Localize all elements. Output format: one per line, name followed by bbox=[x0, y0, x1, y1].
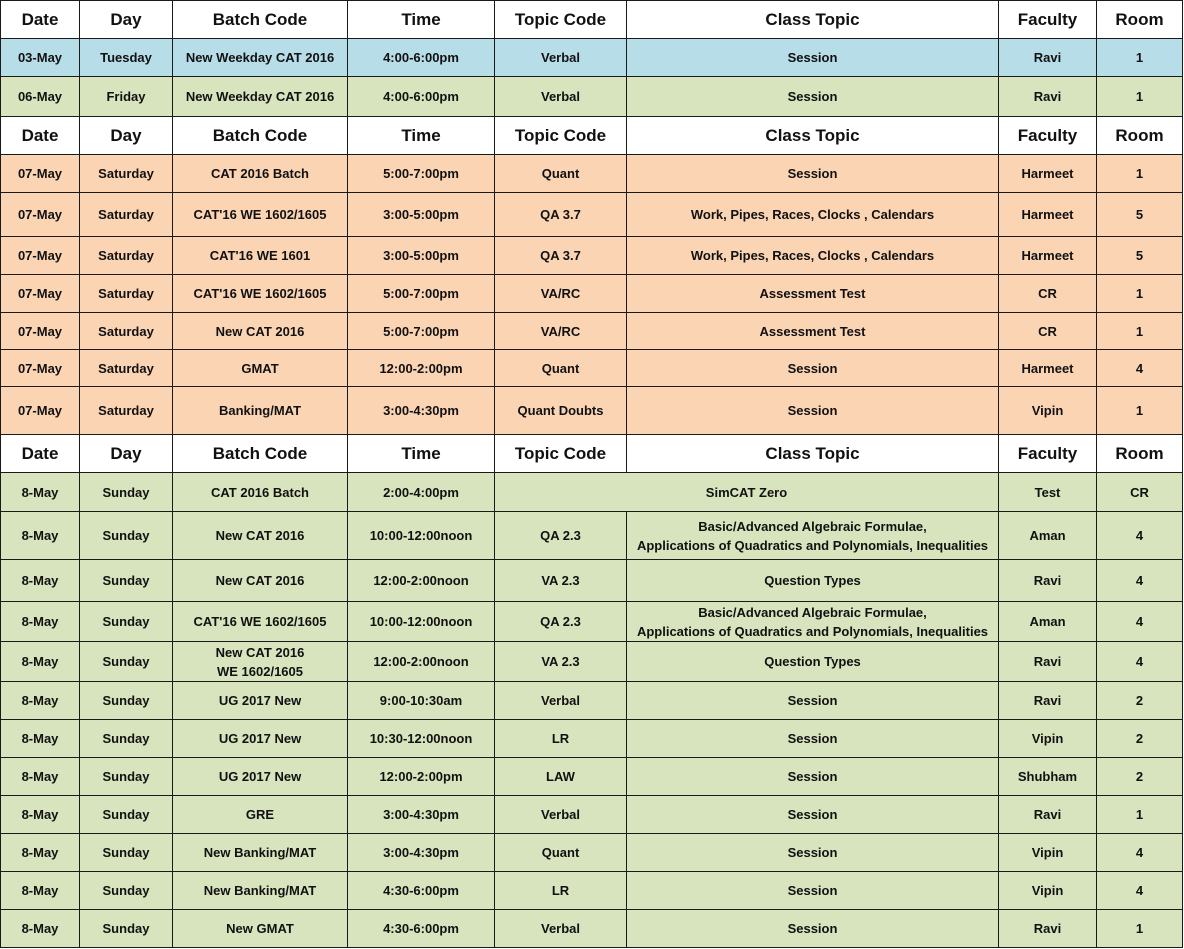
batch-code-cell: New Weekday CAT 2016 bbox=[173, 77, 348, 117]
merged-topic-cell: SimCAT Zero bbox=[495, 473, 999, 512]
table-row bbox=[1, 602, 1183, 642]
time-cell: 3:00-4:30pm bbox=[348, 834, 495, 872]
batch-code-cell: CAT'16 WE 1602/1605 bbox=[173, 275, 348, 313]
table-row bbox=[1, 193, 1183, 237]
faculty-cell: Harmeet bbox=[999, 155, 1097, 193]
header-time: Time bbox=[348, 117, 495, 155]
day-cell: Saturday bbox=[80, 237, 173, 275]
batch-code-cell: UG 2017 New bbox=[173, 682, 348, 720]
date-cell: 07-May bbox=[1, 275, 80, 313]
faculty-cell: Ravi bbox=[999, 560, 1097, 602]
faculty-cell: Ravi bbox=[999, 796, 1097, 834]
batch-code-cell bbox=[173, 642, 348, 682]
header-batch-code: Batch Code bbox=[173, 1, 348, 39]
date-cell: 8-May bbox=[1, 834, 80, 872]
date-cell: 8-May bbox=[1, 682, 80, 720]
day-cell: Sunday bbox=[80, 642, 173, 682]
faculty-cell: Shubham bbox=[999, 758, 1097, 796]
room-cell: 4 bbox=[1097, 872, 1183, 910]
day-cell: Sunday bbox=[80, 560, 173, 602]
batch-code-cell: CAT 2016 Batch bbox=[173, 473, 348, 512]
topic-code-cell: VA/RC bbox=[495, 313, 627, 350]
time-cell: 3:00-4:30pm bbox=[348, 387, 495, 435]
table-row bbox=[1, 77, 1183, 117]
header-day: Day bbox=[80, 117, 173, 155]
faculty-cell: Vipin bbox=[999, 720, 1097, 758]
header-topic-code: Topic Code bbox=[495, 117, 627, 155]
room-cell: 4 bbox=[1097, 350, 1183, 387]
topic-code-cell: LR bbox=[495, 720, 627, 758]
day-cell: Sunday bbox=[80, 872, 173, 910]
table-row bbox=[1, 872, 1183, 910]
faculty-cell: Ravi bbox=[999, 39, 1097, 77]
day-cell: Sunday bbox=[80, 682, 173, 720]
header-topic-code: Topic Code bbox=[495, 435, 627, 473]
batch-code-cell: GRE bbox=[173, 796, 348, 834]
time-cell: 12:00-2:00noon bbox=[348, 560, 495, 602]
date-cell: 8-May bbox=[1, 602, 80, 642]
time-cell: 5:00-7:00pm bbox=[348, 313, 495, 350]
table-row bbox=[1, 720, 1183, 758]
header-class-topic: Class Topic bbox=[627, 1, 999, 39]
time-cell: 12:00-2:00pm bbox=[348, 758, 495, 796]
room-cell: 1 bbox=[1097, 796, 1183, 834]
class-topic-cell: Session bbox=[627, 39, 999, 77]
header-row bbox=[1, 435, 1183, 473]
time-cell: 4:30-6:00pm bbox=[348, 872, 495, 910]
header-batch-code: Batch Code bbox=[173, 435, 348, 473]
cell-line: Applications of Quadratics and Polynomials, Inequalities bbox=[636, 623, 989, 639]
table-row bbox=[1, 796, 1183, 834]
class-topic-cell: Work, Pipes, Races, Clocks , Calendars bbox=[627, 193, 999, 237]
room-cell: 1 bbox=[1097, 313, 1183, 350]
class-topic-cell: Session bbox=[627, 387, 999, 435]
table-row bbox=[1, 834, 1183, 872]
date-cell: 07-May bbox=[1, 387, 80, 435]
date-cell: 8-May bbox=[1, 796, 80, 834]
date-cell: 8-May bbox=[1, 642, 80, 682]
room-cell: 5 bbox=[1097, 237, 1183, 275]
faculty-cell: CR bbox=[999, 275, 1097, 313]
batch-code-cell: CAT'16 WE 1601 bbox=[173, 237, 348, 275]
cell-line: New CAT 2016 bbox=[215, 644, 305, 660]
time-cell: 12:00-2:00pm bbox=[348, 350, 495, 387]
topic-code-cell: Verbal bbox=[495, 682, 627, 720]
table-row bbox=[1, 39, 1183, 77]
date-cell: 07-May bbox=[1, 193, 80, 237]
date-cell: 07-May bbox=[1, 237, 80, 275]
batch-code-cell: New CAT 2016 bbox=[173, 313, 348, 350]
header-row bbox=[1, 117, 1183, 155]
faculty-cell: Aman bbox=[999, 602, 1097, 642]
date-cell: 06-May bbox=[1, 77, 80, 117]
topic-code-cell: Verbal bbox=[495, 910, 627, 948]
topic-code-cell: QA 3.7 bbox=[495, 193, 627, 237]
header-faculty: Faculty bbox=[999, 117, 1097, 155]
header-date: Date bbox=[1, 1, 80, 39]
room-cell: 4 bbox=[1097, 642, 1183, 682]
room-cell: 4 bbox=[1097, 834, 1183, 872]
batch-code-cell: GMAT bbox=[173, 350, 348, 387]
faculty-cell: Test bbox=[999, 473, 1097, 512]
class-topic-cell bbox=[627, 512, 999, 560]
day-cell: Sunday bbox=[80, 512, 173, 560]
room-cell: 2 bbox=[1097, 682, 1183, 720]
header-room: Room bbox=[1097, 117, 1183, 155]
date-cell: 07-May bbox=[1, 155, 80, 193]
class-topic-cell: Session bbox=[627, 682, 999, 720]
day-cell: Sunday bbox=[80, 602, 173, 642]
topic-code-cell: QA 3.7 bbox=[495, 237, 627, 275]
date-cell: 07-May bbox=[1, 350, 80, 387]
date-cell: 8-May bbox=[1, 560, 80, 602]
header-class-topic: Class Topic bbox=[627, 435, 999, 473]
time-cell: 5:00-7:00pm bbox=[348, 275, 495, 313]
header-time: Time bbox=[348, 1, 495, 39]
batch-code-cell: Banking/MAT bbox=[173, 387, 348, 435]
day-cell: Saturday bbox=[80, 350, 173, 387]
header-date: Date bbox=[1, 117, 80, 155]
room-cell: 2 bbox=[1097, 720, 1183, 758]
day-cell: Tuesday bbox=[80, 39, 173, 77]
faculty-cell: Aman bbox=[999, 512, 1097, 560]
class-topic-cell: Session bbox=[627, 720, 999, 758]
room-cell: 5 bbox=[1097, 193, 1183, 237]
topic-code-cell: VA 2.3 bbox=[495, 642, 627, 682]
topic-code-cell: VA 2.3 bbox=[495, 560, 627, 602]
batch-code-cell: UG 2017 New bbox=[173, 720, 348, 758]
room-cell: 1 bbox=[1097, 155, 1183, 193]
class-topic-cell: Session bbox=[627, 834, 999, 872]
faculty-cell: CR bbox=[999, 313, 1097, 350]
room-cell: 1 bbox=[1097, 275, 1183, 313]
header-faculty: Faculty bbox=[999, 435, 1097, 473]
class-topic-cell: Session bbox=[627, 872, 999, 910]
day-cell: Saturday bbox=[80, 387, 173, 435]
time-cell: 5:00-7:00pm bbox=[348, 155, 495, 193]
topic-code-cell: Quant bbox=[495, 155, 627, 193]
room-cell: 1 bbox=[1097, 910, 1183, 948]
date-cell: 8-May bbox=[1, 512, 80, 560]
time-cell: 2:00-4:00pm bbox=[348, 473, 495, 512]
batch-code-cell: New GMAT bbox=[173, 910, 348, 948]
date-cell: 8-May bbox=[1, 758, 80, 796]
cell-line: Applications of Quadratics and Polynomials, Inequalities bbox=[636, 537, 989, 553]
time-cell: 3:00-5:00pm bbox=[348, 237, 495, 275]
class-topic-cell: Work, Pipes, Races, Clocks , Calendars bbox=[627, 237, 999, 275]
topic-code-cell: LAW bbox=[495, 758, 627, 796]
topic-code-cell: QA 2.3 bbox=[495, 602, 627, 642]
day-cell: Saturday bbox=[80, 193, 173, 237]
header-day: Day bbox=[80, 435, 173, 473]
table-row bbox=[1, 275, 1183, 313]
time-cell: 4:30-6:00pm bbox=[348, 910, 495, 948]
table-row bbox=[1, 560, 1183, 602]
batch-code-cell: CAT'16 WE 1602/1605 bbox=[173, 193, 348, 237]
day-cell: Sunday bbox=[80, 720, 173, 758]
time-cell: 10:30-12:00noon bbox=[348, 720, 495, 758]
day-cell: Saturday bbox=[80, 155, 173, 193]
header-batch-code: Batch Code bbox=[173, 117, 348, 155]
faculty-cell: Vipin bbox=[999, 387, 1097, 435]
room-cell: 4 bbox=[1097, 560, 1183, 602]
batch-code-cell: New CAT 2016 bbox=[173, 560, 348, 602]
day-cell: Sunday bbox=[80, 473, 173, 512]
cell-line: WE 1602/1605 bbox=[216, 663, 303, 679]
table-row bbox=[1, 758, 1183, 796]
day-cell: Sunday bbox=[80, 834, 173, 872]
time-cell: 3:00-5:00pm bbox=[348, 193, 495, 237]
batch-code-cell: UG 2017 New bbox=[173, 758, 348, 796]
room-cell: CR bbox=[1097, 473, 1183, 512]
date-cell: 8-May bbox=[1, 720, 80, 758]
day-cell: Saturday bbox=[80, 313, 173, 350]
topic-code-cell: Verbal bbox=[495, 77, 627, 117]
faculty-cell: Ravi bbox=[999, 682, 1097, 720]
topic-code-cell: Quant Doubts bbox=[495, 387, 627, 435]
table-row bbox=[1, 512, 1183, 560]
faculty-cell: Ravi bbox=[999, 642, 1097, 682]
time-cell: 12:00-2:00noon bbox=[348, 642, 495, 682]
room-cell: 1 bbox=[1097, 387, 1183, 435]
header-room: Room bbox=[1097, 435, 1183, 473]
header-day: Day bbox=[80, 1, 173, 39]
class-topic-cell: Assessment Test bbox=[627, 313, 999, 350]
topic-code-cell: Verbal bbox=[495, 796, 627, 834]
header-date: Date bbox=[1, 435, 80, 473]
room-cell: 4 bbox=[1097, 512, 1183, 560]
date-cell: 8-May bbox=[1, 910, 80, 948]
class-topic-cell: Session bbox=[627, 350, 999, 387]
table-row bbox=[1, 313, 1183, 350]
class-topic-cell: Question Types bbox=[627, 560, 999, 602]
table-row bbox=[1, 155, 1183, 193]
day-cell: Friday bbox=[80, 77, 173, 117]
time-cell: 4:00-6:00pm bbox=[348, 77, 495, 117]
time-cell: 9:00-10:30am bbox=[348, 682, 495, 720]
batch-code-cell: New Banking/MAT bbox=[173, 834, 348, 872]
date-cell: 03-May bbox=[1, 39, 80, 77]
faculty-cell: Ravi bbox=[999, 910, 1097, 948]
header-topic-code: Topic Code bbox=[495, 1, 627, 39]
room-cell: 2 bbox=[1097, 758, 1183, 796]
faculty-cell: Ravi bbox=[999, 77, 1097, 117]
time-cell: 4:00-6:00pm bbox=[348, 39, 495, 77]
header-class-topic: Class Topic bbox=[627, 117, 999, 155]
cell-line: Basic/Advanced Algebraic Formulae, bbox=[698, 604, 927, 620]
time-cell: 3:00-4:30pm bbox=[348, 796, 495, 834]
batch-code-cell: New Weekday CAT 2016 bbox=[173, 39, 348, 77]
table-row bbox=[1, 682, 1183, 720]
room-cell: 1 bbox=[1097, 39, 1183, 77]
table-row bbox=[1, 237, 1183, 275]
day-cell: Saturday bbox=[80, 275, 173, 313]
class-topic-cell: Session bbox=[627, 758, 999, 796]
class-topic-cell: Session bbox=[627, 155, 999, 193]
faculty-cell: Harmeet bbox=[999, 237, 1097, 275]
class-topic-cell: Assessment Test bbox=[627, 275, 999, 313]
date-cell: 8-May bbox=[1, 872, 80, 910]
time-cell: 10:00-12:00noon bbox=[348, 602, 495, 642]
faculty-cell: Harmeet bbox=[999, 350, 1097, 387]
class-topic-cell bbox=[627, 602, 999, 642]
class-topic-cell: Question Types bbox=[627, 642, 999, 682]
day-cell: Sunday bbox=[80, 796, 173, 834]
topic-code-cell: Quant bbox=[495, 834, 627, 872]
header-time: Time bbox=[348, 435, 495, 473]
cell-line: Basic/Advanced Algebraic Formulae, bbox=[698, 518, 927, 534]
date-cell: 8-May bbox=[1, 473, 80, 512]
table-row bbox=[1, 910, 1183, 948]
date-cell: 07-May bbox=[1, 313, 80, 350]
table-row bbox=[1, 350, 1183, 387]
faculty-cell: Vipin bbox=[999, 834, 1097, 872]
header-room: Room bbox=[1097, 1, 1183, 39]
batch-code-cell: CAT'16 WE 1602/1605 bbox=[173, 602, 348, 642]
batch-code-cell: New Banking/MAT bbox=[173, 872, 348, 910]
room-cell: 1 bbox=[1097, 77, 1183, 117]
batch-code-cell: New CAT 2016 bbox=[173, 512, 348, 560]
topic-code-cell: VA/RC bbox=[495, 275, 627, 313]
time-cell: 10:00-12:00noon bbox=[348, 512, 495, 560]
faculty-cell: Harmeet bbox=[999, 193, 1097, 237]
day-cell: Sunday bbox=[80, 758, 173, 796]
table-row bbox=[1, 387, 1183, 435]
batch-code-cell: CAT 2016 Batch bbox=[173, 155, 348, 193]
class-topic-cell: Session bbox=[627, 910, 999, 948]
topic-code-cell: LR bbox=[495, 872, 627, 910]
header-faculty: Faculty bbox=[999, 1, 1097, 39]
topic-code-cell: Verbal bbox=[495, 39, 627, 77]
schedule-body bbox=[1, 1, 1183, 948]
class-topic-cell: Session bbox=[627, 796, 999, 834]
topic-code-cell: Quant bbox=[495, 350, 627, 387]
header-row bbox=[1, 1, 1183, 39]
class-topic-cell: Session bbox=[627, 77, 999, 117]
room-cell: 4 bbox=[1097, 602, 1183, 642]
day-cell: Sunday bbox=[80, 910, 173, 948]
table-row bbox=[1, 642, 1183, 682]
table-row bbox=[1, 473, 1183, 512]
faculty-cell: Vipin bbox=[999, 872, 1097, 910]
topic-code-cell: QA 2.3 bbox=[495, 512, 627, 560]
